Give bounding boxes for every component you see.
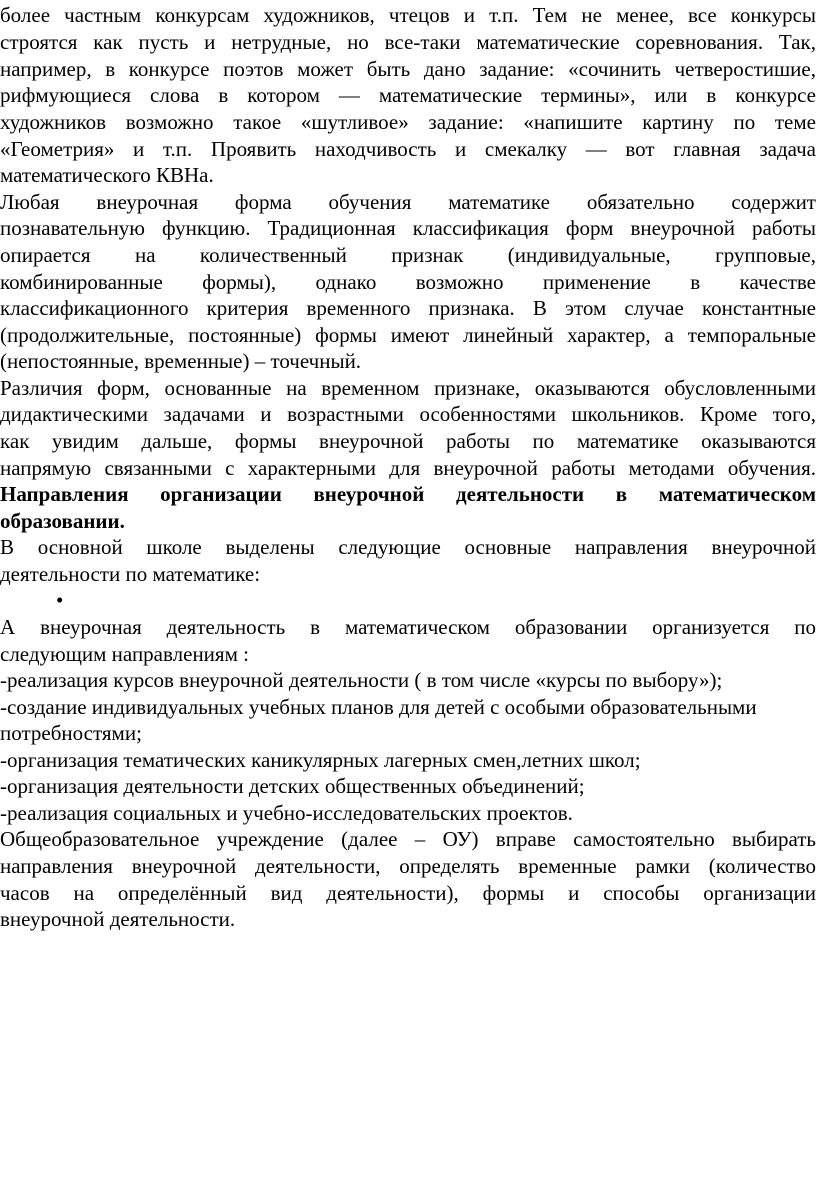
paragraph-line: (продолжительные, постоянные) формы имеют линейный характер, а темпоральные [0,323,816,347]
paragraph-line: дидактическими задачами и возрастными особенностями школьников. Кроме того, [0,402,816,426]
bullet-marker: • [56,588,64,612]
paragraph-line: например, в конкурсе поэтов может быть дано задание: «сочинить четверостишие, [0,57,816,81]
list-item: -реализация социальных и учебно-исследовательских проектов. [0,801,573,825]
paragraph-line: (непостоянные, временные) – точечный. [0,349,362,373]
paragraph-line: направления внеурочной деятельности, определять временные рамки (количество [0,854,816,878]
paragraph-line: как увидим дальше, формы внеурочной работы по математике оказываются [0,429,816,453]
paragraph-line: деятельности по математике: [0,562,261,586]
paragraph-line: познавательную функцию. Традиционная классификация форм внеурочной работы [0,216,816,240]
list-item: -реализация курсов внеурочной деятельности ( в том числе «курсы по выбору»); [0,668,723,692]
paragraph-line: А внеурочная деятельность в математическом образовании организуется по [0,615,816,639]
paragraph-line: «Геометрия» и т.п. Проявить находчивость и смекалку — вот главная задача [0,137,816,161]
paragraph-line: более частным конкурсам художников, чтецов и т.п. Тем не менее, все конкурсы [0,3,816,27]
paragraph-line: рифмующиеся слова в котором — математические термины», или в конкурсе [0,83,816,107]
paragraph-line: строятся как пусть и нетрудные, но все-таки математические соревнования. Так, [0,30,816,54]
list-item: потребностями; [0,721,142,745]
paragraph-line: Любая внеурочная форма обучения математике обязательно содержит [0,190,816,214]
list-item: -организация тематических каникулярных лагерных смен,летних школ; [0,748,641,772]
paragraph-line: Различия форм, основанные на временном признаке, оказываются обусловленными [0,376,816,400]
paragraph-line: внеурочной деятельности. [0,907,236,931]
list-item: -организация деятельности детских общественных объединений; [0,774,585,798]
paragraph-line: часов на определённый вид деятельности), формы и способы организации [0,881,816,905]
list-item: -создание индивидуальных учебных планов для детей с особыми образовательными [0,695,757,719]
paragraph-line: опирается на количественный признак (индивидуальные, групповые, [0,243,816,267]
paragraph-line: напрямую связанными с характерными для внеурочной работы методами обучения. [0,456,816,480]
section-heading: образовании. [0,509,125,533]
paragraph-line: комбинированные формы), однако возможно применение в качестве [0,270,816,294]
paragraph-line: следующим направлениям : [0,642,249,666]
paragraph-line: Общеобразовательное учреждение (далее – ОУ) вправе самостоятельно выбирать [0,827,816,851]
paragraph-line: В основной школе выделены следующие основные направления внеурочной [0,535,816,559]
section-heading: Направления организации внеурочной деятельности в математическом [0,482,816,506]
paragraph-line: художников возможно такое «шутливое» задание: «напишите картину по теме [0,110,816,134]
paragraph-line: математического КВНа. [0,163,214,187]
paragraph-line: классификационного критерия временного признака. В этом случае константные [0,296,816,320]
